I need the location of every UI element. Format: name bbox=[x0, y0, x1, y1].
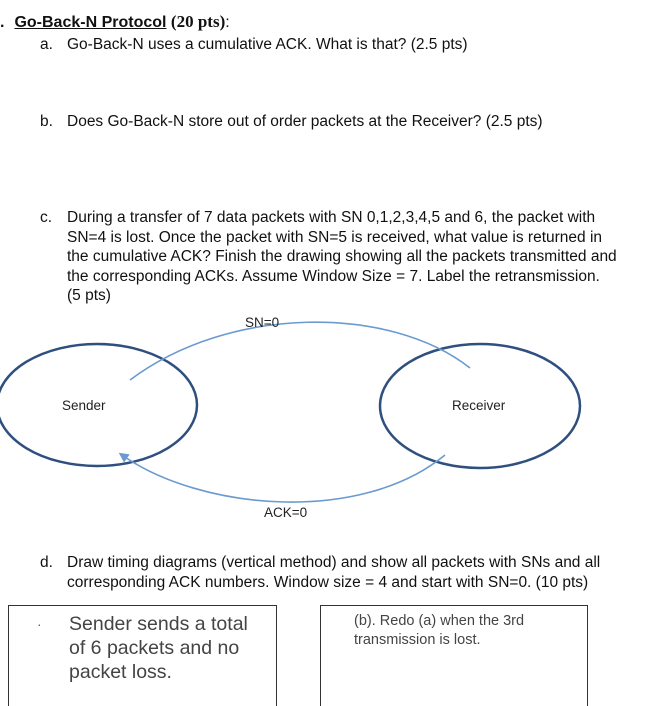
question-d-line-1: Draw timing diagrams (vertical method) and show all packets with SNs and all bbox=[67, 554, 601, 571]
section-title bbox=[0, 12, 230, 32]
question-b-label: b. bbox=[40, 113, 53, 130]
receiver-label: Receiver bbox=[452, 398, 506, 413]
title-text: Go-Back-N Protocol bbox=[14, 14, 167, 31]
title-bullet: . bbox=[0, 14, 5, 31]
question-a-text: Go-Back-N uses a cumulative ACK. What is that? (2.5 pts) bbox=[67, 36, 468, 53]
box-b-text bbox=[354, 612, 584, 650]
question-c-line-2: SN=4 is lost. Once the packet with SN=5 is received, what value is returned in bbox=[67, 228, 603, 246]
box-a-text bbox=[69, 612, 269, 684]
question-a-label: a. bbox=[40, 36, 53, 53]
question-c-line-5: (5 pts) bbox=[67, 287, 111, 304]
box-b-line-2: transmission is lost. bbox=[354, 632, 481, 648]
ack-arrow bbox=[122, 455, 445, 502]
title-colon: : bbox=[225, 14, 230, 31]
sender-label: Sender bbox=[62, 398, 106, 413]
box-a-bullet: · bbox=[37, 616, 42, 632]
question-c-line-4: the corresponding ACKs. Assume Window Size = 7. Label the retransmission. bbox=[67, 267, 600, 285]
ack-label: ACK=0 bbox=[264, 505, 308, 520]
sn-label: SN=0 bbox=[245, 315, 280, 330]
question-d-label: d. bbox=[40, 554, 53, 571]
box-a-line-2: of 6 packets and no bbox=[69, 637, 240, 659]
question-b-text: Does Go-Back-N store out of order packets at the Receiver? (2.5 pts) bbox=[67, 113, 543, 130]
box-a-line-3: packet loss. bbox=[69, 661, 172, 683]
question-d-line-2: corresponding ACK numbers. Window size = 4 and start with SN=0. (10 pts) bbox=[67, 573, 589, 591]
sender-receiver-diagram bbox=[0, 300, 669, 530]
question-c-line-3: the cumulative ACK? Finish the drawing showing all the packets transmitted and bbox=[67, 248, 617, 265]
box-a-line-1: Sender sends a total bbox=[69, 613, 248, 635]
title-points: (20 pts) bbox=[170, 12, 226, 31]
question-c-label: c. bbox=[40, 209, 53, 226]
question-c-line-1: During a transfer of 7 data packets with SN 0,1,2,3,4,5 and 6, the packet with bbox=[67, 209, 596, 226]
box-b-line-1: (b). Redo (a) when the 3rd bbox=[354, 613, 525, 629]
